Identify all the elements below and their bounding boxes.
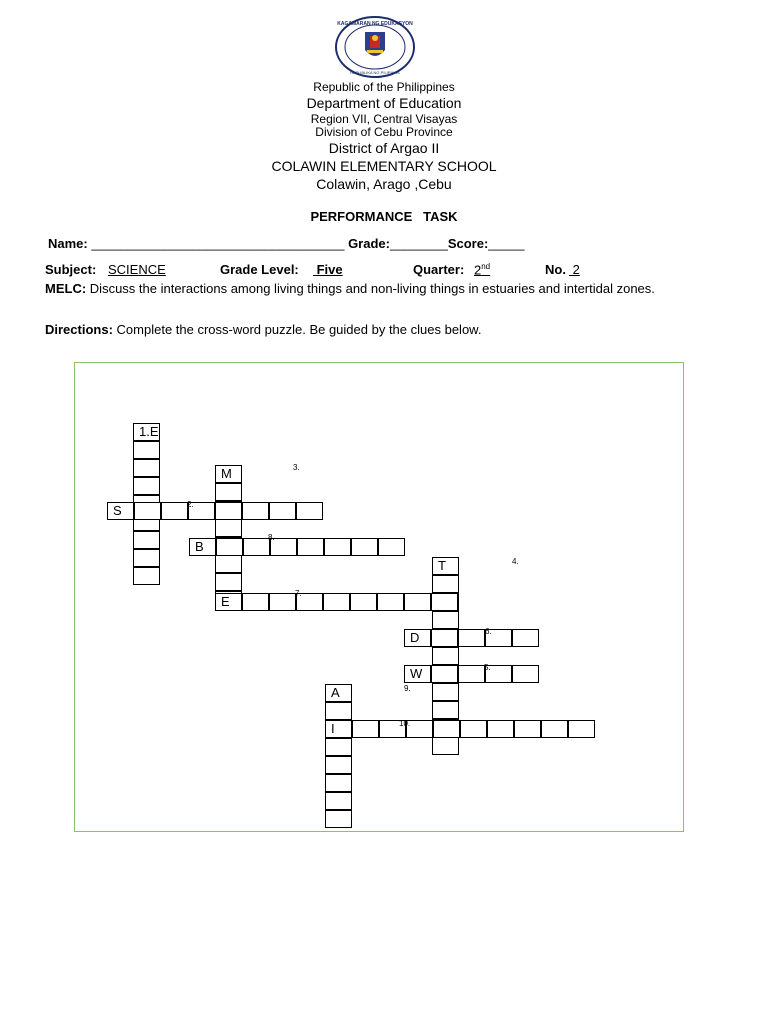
- crossword-cell[interactable]: [458, 629, 485, 647]
- seal-top-text: KAGAWARAN NG EDUKASYON: [337, 21, 413, 27]
- crossword-cell[interactable]: [432, 701, 459, 719]
- crossword-cell[interactable]: [514, 720, 541, 738]
- subject-label: Subject:: [45, 262, 97, 277]
- crossword-cell[interactable]: [133, 531, 160, 549]
- clue-number: 2.: [187, 500, 194, 509]
- quarter-value: [474, 262, 502, 277]
- no-value: 2: [569, 262, 580, 277]
- crossword-cell[interactable]: [377, 593, 404, 611]
- crossword-cell[interactable]: [433, 720, 460, 738]
- name-field[interactable]: ___________________________________: [91, 236, 345, 251]
- directions-label: Directions:: [45, 322, 113, 337]
- melc-body: Discuss the interactions among living things and non-living things in estuaries and intertidal zones.: [89, 281, 655, 296]
- subject-value: SCIENCE: [108, 262, 166, 277]
- crossword-cell[interactable]: [269, 593, 296, 611]
- crossword-cell[interactable]: [432, 683, 459, 701]
- crossword-cell[interactable]: [215, 483, 242, 501]
- crossword-cell[interactable]: [325, 738, 352, 756]
- crossword-cell[interactable]: [243, 538, 270, 556]
- grade-label: Grade:: [348, 236, 390, 251]
- crossword-cell[interactable]: [215, 555, 242, 573]
- clue-number: 10.: [399, 719, 411, 728]
- crossword-cell[interactable]: [133, 441, 160, 459]
- crossword-cell[interactable]: [215, 519, 242, 537]
- seal-bottom-text: REPUBLIKA NG PILIPINAS: [350, 70, 400, 75]
- clue-number: 9.: [404, 684, 411, 693]
- name-grade-score-row: [48, 236, 524, 251]
- header-department: Department of Education: [306, 95, 462, 111]
- score-label: Score:: [447, 236, 489, 251]
- crossword-cell[interactable]: [269, 502, 296, 520]
- crossword-cell[interactable]: [215, 573, 242, 591]
- crossword-cell[interactable]: [161, 502, 188, 520]
- crossword-clue-start-cell[interactable]: M: [215, 465, 242, 483]
- quarter-label: Quarter:: [413, 262, 465, 277]
- melc-label: MELC:: [45, 281, 87, 296]
- clue-number: 7.: [295, 589, 302, 598]
- crossword-cell[interactable]: [325, 810, 352, 828]
- header-district: District of Argao II: [328, 140, 440, 156]
- crossword-cell[interactable]: [134, 502, 161, 520]
- crossword-clue-start-cell[interactable]: S: [107, 502, 134, 520]
- crossword-cell[interactable]: [325, 756, 352, 774]
- crossword-cell[interactable]: [432, 575, 459, 593]
- header-region: Region VII, Central Visayas: [310, 112, 458, 126]
- name-label: Name:: [48, 236, 88, 251]
- crossword-cell[interactable]: [460, 720, 487, 738]
- crossword-cell[interactable]: [323, 593, 350, 611]
- header-division: Division of Cebu Province: [315, 125, 453, 139]
- clue-number: 4.: [512, 557, 519, 566]
- deped-seal-logo: [334, 16, 416, 78]
- crossword-cell[interactable]: [432, 611, 459, 629]
- directions-text: [45, 322, 481, 337]
- crossword-cell[interactable]: [512, 629, 539, 647]
- directions-body: Complete the cross-word puzzle. Be guided by the clues below.: [116, 322, 482, 337]
- crossword-cell[interactable]: [352, 720, 379, 738]
- crossword-cell[interactable]: [512, 665, 539, 683]
- quarter-suffix: nd: [481, 262, 491, 271]
- crossword-clue-start-cell[interactable]: E: [215, 593, 242, 611]
- grade-level-label: Grade Level:: [220, 262, 299, 277]
- crossword-cell[interactable]: [458, 665, 485, 683]
- crossword-cell[interactable]: [568, 720, 595, 738]
- crossword-clue-start-cell[interactable]: T: [432, 557, 459, 575]
- crossword-cell[interactable]: [296, 502, 323, 520]
- crossword-clue-start-cell[interactable]: I: [325, 720, 352, 738]
- clue-number: 8.: [268, 533, 275, 542]
- crossword-clue-start-cell[interactable]: B: [189, 538, 216, 556]
- clue-number: 5.: [484, 663, 491, 672]
- clue-number: 6.: [485, 627, 492, 636]
- crossword-clue-start-cell[interactable]: W: [404, 665, 431, 683]
- header-address: Colawin, Arago ,Cebu: [316, 176, 452, 192]
- crossword-cell[interactable]: [242, 593, 269, 611]
- crossword-cell[interactable]: [541, 720, 568, 738]
- score-field[interactable]: _____: [488, 236, 525, 251]
- crossword-clue-start-cell[interactable]: A: [325, 684, 352, 702]
- clue-number: 3.: [293, 463, 300, 472]
- no-label: No.: [545, 262, 566, 277]
- crossword-cell[interactable]: [432, 737, 459, 755]
- header-school: COLAWIN ELEMENTARY SCHOOL: [271, 158, 497, 174]
- crossword-cell[interactable]: [325, 702, 352, 720]
- crossword-cell[interactable]: [133, 567, 160, 585]
- melc-text: [45, 281, 725, 297]
- crossword-cell[interactable]: [325, 774, 352, 792]
- crossword-cell[interactable]: [216, 538, 243, 556]
- crossword-cell[interactable]: [350, 593, 377, 611]
- crossword-cell[interactable]: [431, 593, 458, 611]
- crossword-cell[interactable]: [487, 720, 514, 738]
- crossword-cell[interactable]: [432, 647, 459, 665]
- crossword-cell[interactable]: [297, 538, 324, 556]
- crossword-cell[interactable]: [325, 792, 352, 810]
- quarter-number: 2: [474, 262, 482, 278]
- crossword-cell[interactable]: [133, 477, 160, 495]
- crossword-cell[interactable]: [404, 593, 431, 611]
- crossword-cell[interactable]: [133, 549, 160, 567]
- page-title: PERFORMANCE TASK: [310, 209, 458, 224]
- crossword-cell[interactable]: [431, 665, 458, 683]
- crossword-cell[interactable]: [324, 538, 351, 556]
- crossword-cell[interactable]: [378, 538, 405, 556]
- grade-field[interactable]: ________: [389, 236, 448, 251]
- crossword-cell[interactable]: [215, 502, 242, 520]
- crossword-cell[interactable]: [431, 629, 458, 647]
- crossword-cell[interactable]: [351, 538, 378, 556]
- grade-level-value: Five: [313, 262, 343, 277]
- header-country: Republic of the Philippines: [313, 80, 455, 94]
- crossword-clue-start-cell[interactable]: 1.E: [133, 423, 160, 441]
- crossword-cell[interactable]: [133, 459, 160, 477]
- crossword-clue-start-cell[interactable]: D: [404, 629, 431, 647]
- crossword-cell[interactable]: [242, 502, 269, 520]
